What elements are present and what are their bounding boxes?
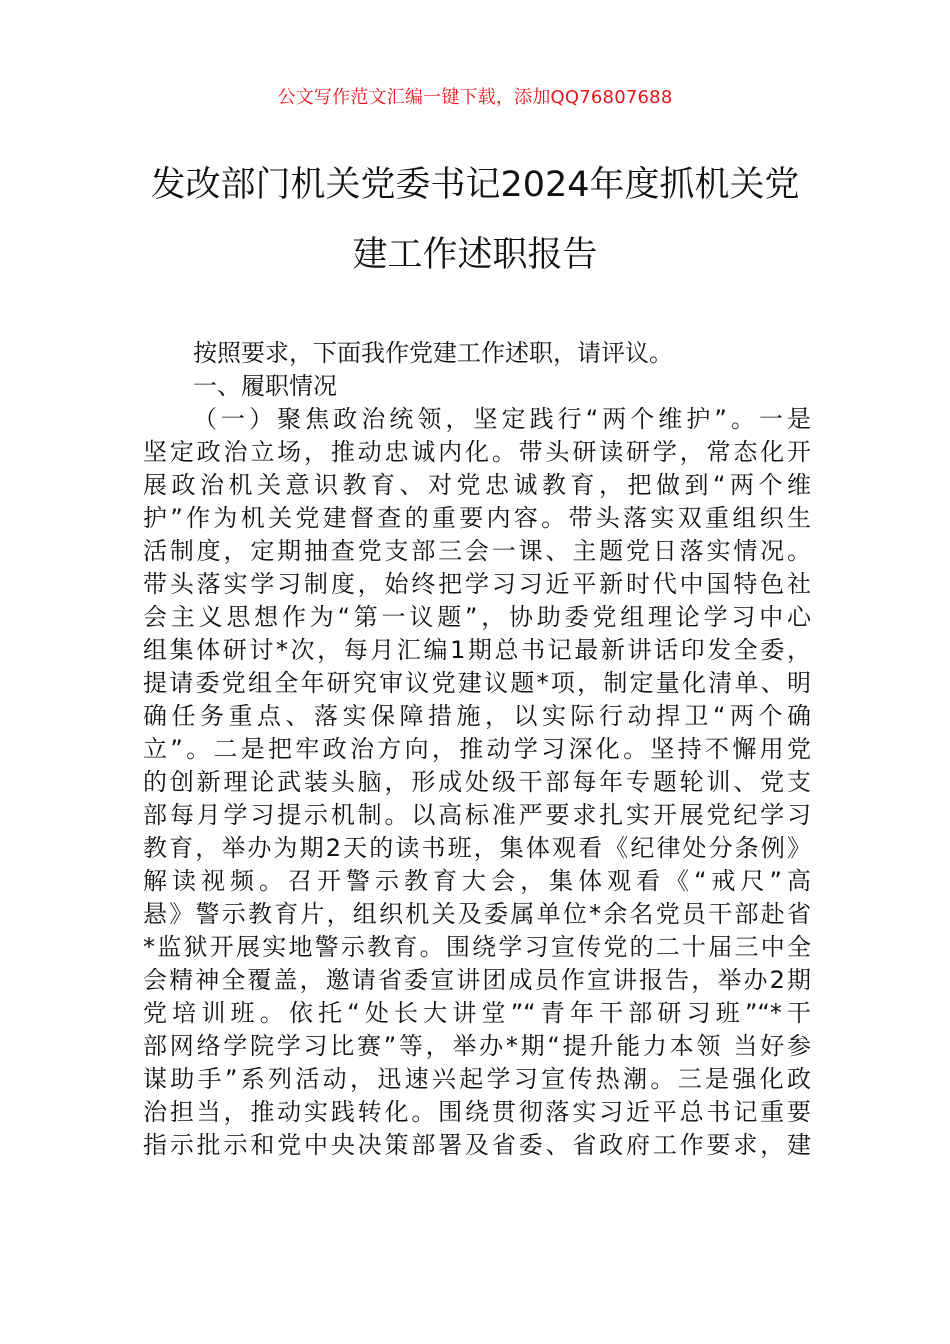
paragraph-line: 谋助手”系列活动，迅速兴起学习宣传热潮。三是强化政 [143, 1065, 811, 1093]
paragraph-line: 带头落实学习制度，始终把学习习近平新时代中国特色社 [143, 570, 811, 598]
document-body [143, 337, 811, 1162]
title-line-1: 发改部门机关党委书记2024年度抓机关党 [150, 165, 800, 205]
paragraph-line: 指示批示和党中央决策部署及省委、省政府工作要求，建 [143, 1131, 811, 1159]
paragraph-line: *监狱开展实地警示教育。围绕学习宣传党的二十届三中全 [143, 933, 811, 961]
paragraph-line: 部每月学习提示机制。以高标准严要求扎实开展党纪学习 [143, 801, 811, 829]
header-note: 公文写作范文汇编一键下载，添加QQ76807688 [277, 87, 673, 108]
paragraph-line: 教育，举办为期2天的读书班，集体观看《纪律处分条例》 [143, 834, 811, 862]
paragraph-line: 护”作为机关党建督查的重要内容。带头落实双重组织生 [143, 504, 811, 532]
paragraph-line: 组集体研讨*次，每月汇编1期总书记最新讲话印发全委， [143, 636, 811, 664]
paragraph-line: 坚定政治立场，推动忠诚内化。带头研读研学，常态化开 [143, 438, 811, 466]
title-line-2: 建工作述职报告 [352, 235, 598, 275]
paragraph-line: （一）聚焦政治统领，坚定践行“两个维护”。一是 [193, 405, 811, 433]
paragraph-line: 的创新理论武装头脑，形成处级干部每年专题轮训、党支 [143, 768, 811, 796]
section-heading: 一、履职情况 [193, 372, 337, 400]
paragraph-line: 确任务重点、落实保障措施，以实际行动捍卫“两个确 [143, 702, 811, 730]
paragraph-line: 立”。二是把牢政治方向，推动学习深化。坚持不懈用党 [143, 735, 811, 763]
paragraph-line: 展政治机关意识教育、对党忠诚教育，把做到“两个维 [143, 471, 811, 499]
paragraph-line: 部网络学院学习比赛”等，举办*期“提升能力本领 当好参 [143, 1032, 811, 1060]
paragraph-line: 会主义思想作为“第一议题”，协助委党组理论学习中心 [143, 603, 811, 631]
paragraph-line: 活制度，定期抽查党支部三会一课、主题党日落实情况。 [143, 537, 811, 565]
paragraph-line: 提请委党组全年研究审议党建议题*项，制定量化清单、明 [143, 669, 811, 697]
intro-paragraph: 按照要求，下面我作党建工作述职，请评议。 [193, 339, 673, 367]
paragraph-line: 解读视频。召开警示教育大会，集体观看《“戒尺”高 [143, 867, 811, 895]
paragraph-line: 悬》警示教育片，组织机关及委属单位*余名党员干部赴省 [143, 900, 811, 928]
paragraph-line: 治担当，推动实践转化。围绕贯彻落实习近平总书记重要 [143, 1098, 811, 1126]
document-title [120, 150, 830, 290]
paragraph-line: 会精神全覆盖，邀请省委宣讲团成员作宣讲报告，举办2期 [143, 966, 811, 994]
paragraph-line: 党培训班。依托“处长大讲堂”“青年干部研习班”“*干 [143, 999, 811, 1027]
